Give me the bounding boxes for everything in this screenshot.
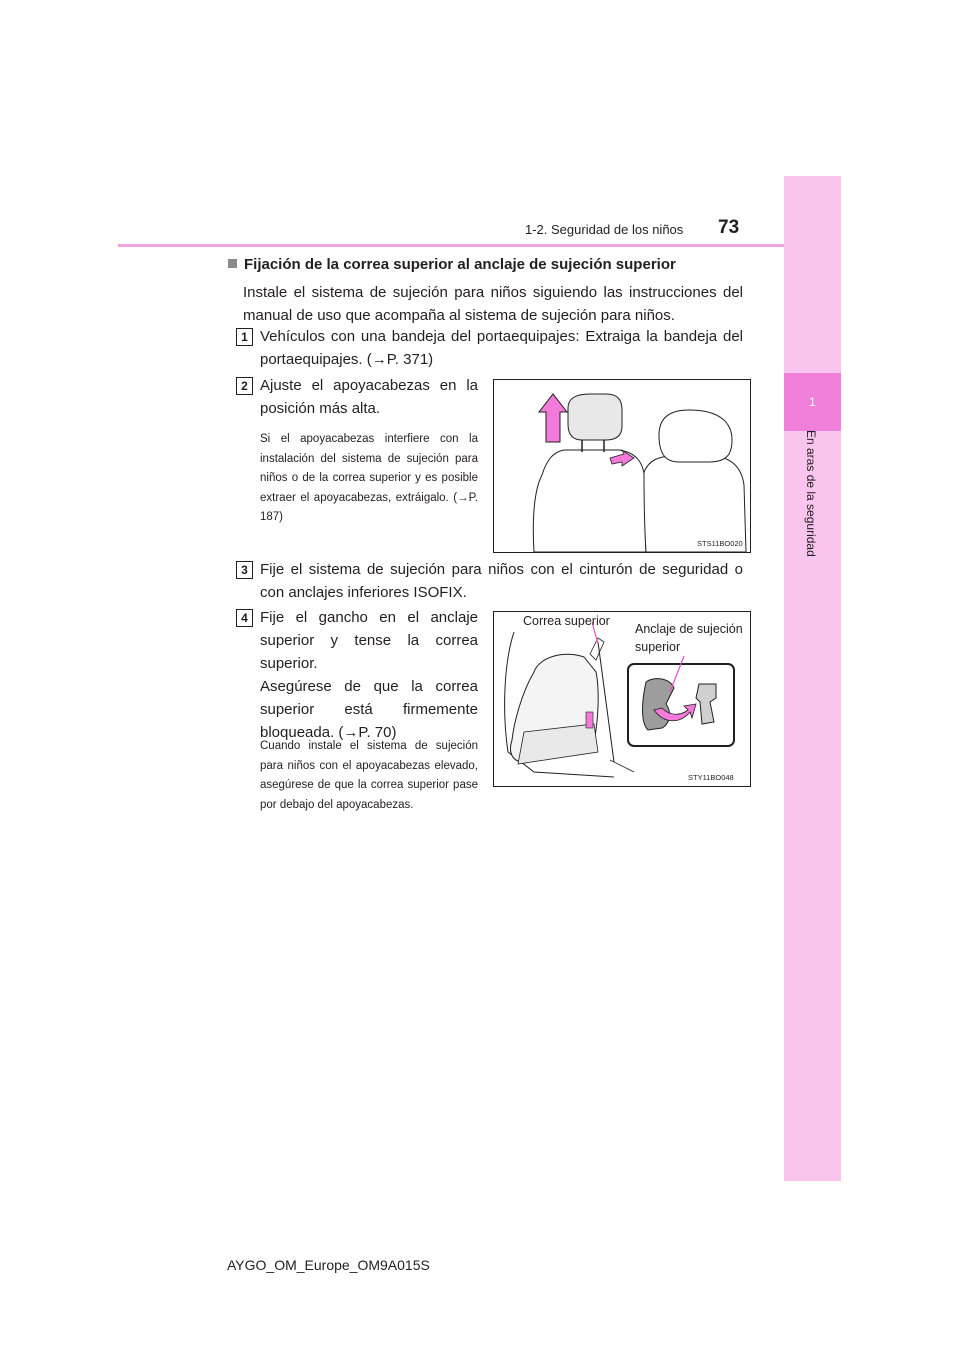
step-3-text: Fije el sistema de sujeción para niños con el cinturón de seguridad o con anclajes inferiores ISOFIX. — [260, 561, 743, 601]
step-2-note: Si el apoyacabezas interfiere con la instalación del sistema de sujeción para niños o de la correa superior y es posible extraer el apoyacabezas, extráigalo. (→P. 187) — [260, 433, 478, 523]
figure-code: STY11BO048 — [688, 773, 734, 782]
section-title: 1-2. Seguridad de los niños — [525, 222, 684, 237]
step-number-1: 1 — [236, 328, 253, 346]
step-number-4: 4 — [236, 609, 253, 627]
step-4-instruction: Fije el gancho en el anclaje superior y tense la correa superior. — [260, 609, 478, 672]
headrest-figure — [493, 379, 751, 553]
chapter-title: En aras de la seguridad — [804, 430, 818, 557]
anchor-figure — [493, 611, 751, 787]
step-number-3: 3 — [236, 561, 253, 579]
subsection-heading — [228, 256, 676, 273]
label-top-anchor: Anclaje de sujeción superior — [635, 622, 743, 654]
page-number: 73 — [718, 217, 740, 238]
headrest-illustration — [494, 380, 750, 552]
label-top-strap: Correa superior — [523, 614, 610, 628]
chapter-number: 1 — [809, 395, 816, 409]
step-1-text: Vehículos con una bandeja del portaequipajes: Extraiga la bandeja del portaequipajes. (→P. 371) — [260, 328, 743, 368]
step-number-2: 2 — [236, 377, 253, 395]
chapter-side-band — [784, 176, 841, 1181]
intro-paragraph: Instale el sistema de sujeción para niños siguiendo las instrucciones del manual de uso que acompaña al sistema de sujeción para niños. — [243, 284, 743, 324]
step-4-check: Asegúrese de que la correa superior está firmemente bloqueada. (→P. 70) — [260, 678, 478, 741]
step-2-text: Ajuste el apoyacabezas en la posición más alta. — [260, 377, 478, 417]
document-id: AYGO_OM_Europe_OM9A015S — [227, 1257, 430, 1273]
step-4-text — [260, 606, 478, 744]
figure-code: STS11BO020 — [697, 539, 743, 548]
square-bullet-icon — [228, 259, 237, 268]
header-rule — [118, 244, 784, 247]
heading-text: Fijación de la correa superior al anclaje de sujeción superior — [244, 256, 676, 273]
step-4-note: Cuando instale el sistema de sujeción para niños con el apoyacabezas elevado, asegúrese de que la correa superior pase por debajo del apoyacabezas. — [260, 740, 478, 811]
